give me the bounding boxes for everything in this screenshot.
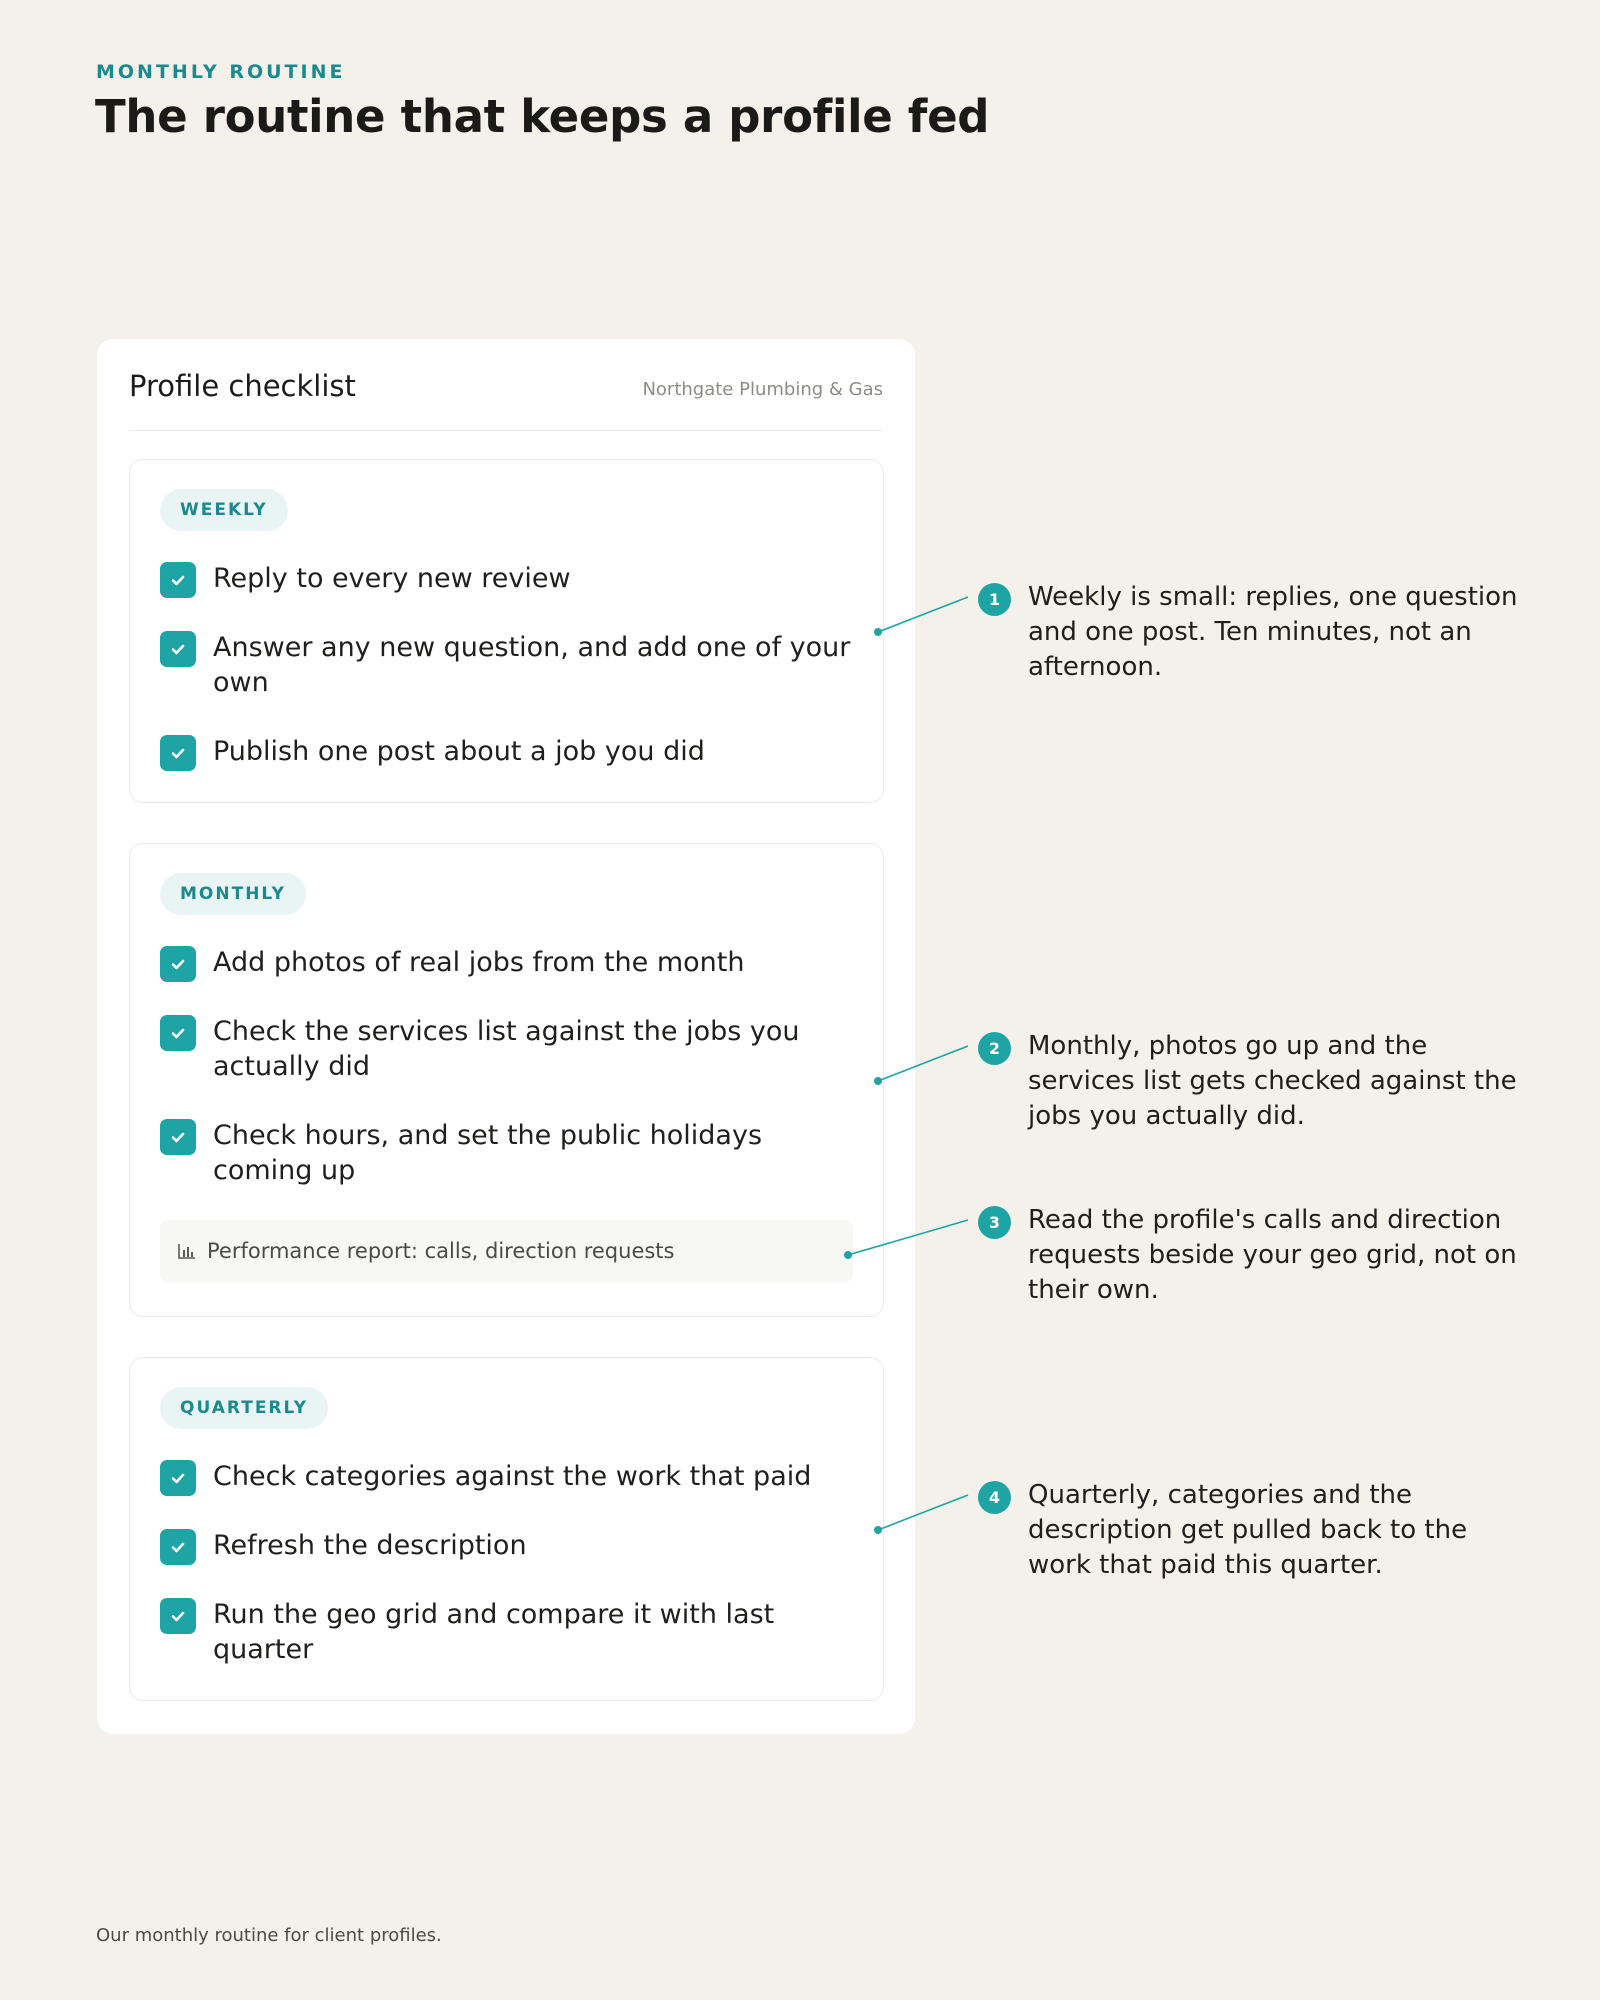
annotation-text: Quarterly, categories and the description get pulled back to the work that paid this quarter.	[1028, 1480, 1468, 1580]
annotation-number: 2	[978, 1032, 1011, 1065]
checklist-item-label: Answer any new question, and add one of your own	[213, 632, 851, 698]
figure-caption: Our monthly routine for client profiles.	[96, 1925, 442, 1946]
eyebrow: MONTHLY ROUTINE	[96, 61, 346, 83]
leader-line-1	[874, 597, 968, 636]
leader-line-2	[874, 1046, 968, 1085]
section-label: MONTHLY	[160, 873, 306, 915]
annotation-text: Weekly is small: replies, one question and one post. Ten minutes, not an afternoon.	[1028, 582, 1518, 682]
checklist-item-label: Run the geo grid and compare it with last quarter	[213, 1599, 775, 1665]
leader-line-3	[844, 1220, 968, 1259]
checklist-item-label: Check categories against the work that paid	[213, 1461, 812, 1492]
checklist-item-label: Refresh the description	[213, 1530, 527, 1561]
card-title: Profile checklist	[129, 369, 356, 403]
checklist-item-label: Reply to every new review	[213, 563, 571, 594]
checklist-item-label: Check hours, and set the public holidays coming up	[213, 1120, 763, 1186]
section-label: QUARTERLY	[160, 1387, 328, 1429]
checklist-item-label: Add photos of real jobs from the month	[213, 947, 745, 978]
checklist-item-label: Publish one post about a job you did	[213, 736, 705, 767]
annotation-text: Monthly, photos go up and the services list gets checked against the jobs you actually did.	[1028, 1031, 1517, 1131]
section-label: WEEKLY	[160, 489, 288, 531]
client-name: Northgate Plumbing & Gas	[642, 379, 883, 400]
annotation-number: 4	[978, 1481, 1011, 1514]
checklist-item-label: Check the services list against the jobs you actually did	[213, 1016, 800, 1082]
page-title: The routine that keeps a profile fed	[95, 90, 990, 143]
performance-report-label: Performance report: calls, direction requests	[207, 1239, 675, 1263]
annotation-text: Read the profile's calls and direction requests beside your geo grid, not on their own.	[1028, 1205, 1517, 1305]
annotation-number: 3	[978, 1206, 1011, 1239]
annotation-number: 1	[978, 583, 1011, 616]
leader-line-4	[874, 1495, 968, 1534]
